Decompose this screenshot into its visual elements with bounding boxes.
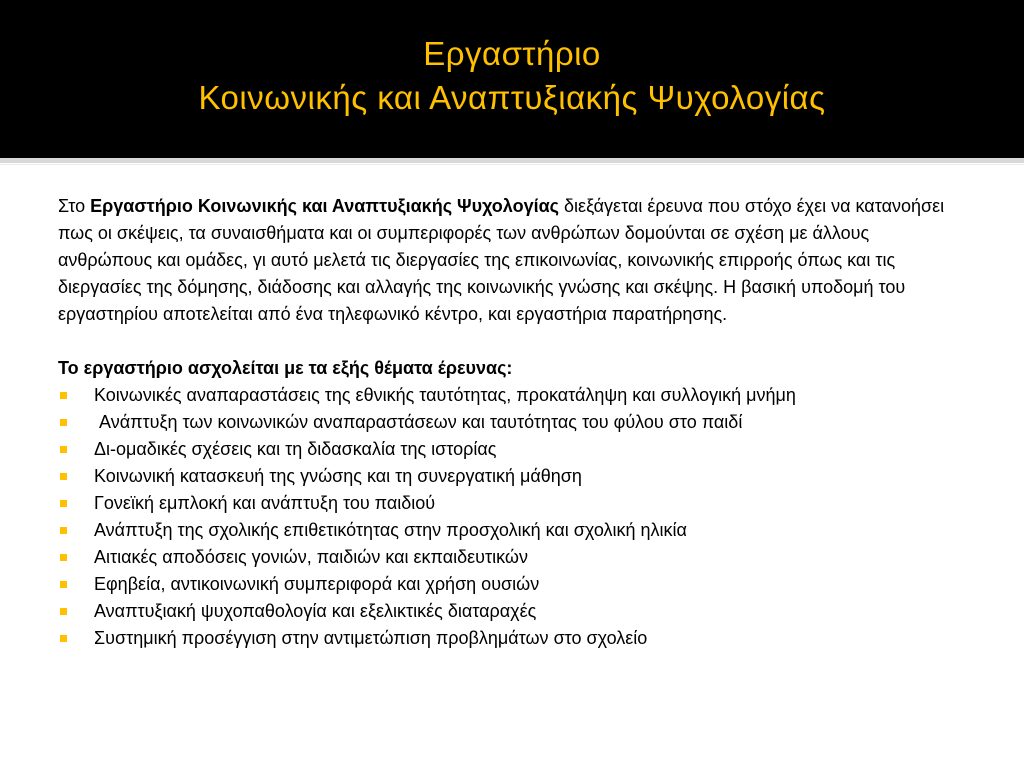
list-item [58, 625, 953, 652]
square-bullet-icon [60, 635, 67, 642]
list-item-text: Κοινωνικές αναπαραστάσεις της εθνικής ταυτότητας, προκατάληψη και συλλογική μνήμη [94, 385, 796, 405]
list-item-text: Ανάπτυξη της σχολικής επιθετικότητας στην προσχολική και σχολική ηλικία [94, 520, 687, 540]
slide-title-line-1: Εργαστήριο [423, 35, 601, 72]
square-bullet-icon [60, 446, 67, 453]
square-bullet-icon [60, 554, 67, 561]
slide-content [58, 193, 953, 652]
square-bullet-icon [60, 527, 67, 534]
square-bullet-icon [60, 392, 67, 399]
list-item-text: Γονεϊκή εμπλοκή και ανάπτυξη του παιδιού [94, 493, 436, 513]
list-item-text: Δι-ομαδικές σχέσεις και τη διδασκαλία της ιστορίας [94, 439, 497, 459]
list-item-text: Εφηβεία, αντικοινωνική συμπεριφορά και χρήση ουσιών [94, 574, 540, 594]
title-band [0, 0, 1024, 158]
intro-body: διεξάγεται έρευνα που στόχο έχει να κατανοήσει πως οι σκέψεις, τα συναισθήματα και οι συμπεριφορές των ανθρώπων δομούνται σε σχέση με άλλους ανθρώπους και ομάδες, γι αυτό μελετά τις διεργασίες της επικοινωνίας, κοινωνικής επιρροής όπως και τις διεργασίες της δόμησης, διάδοσης και αλλαγής της κοινωνικής γνώσης και σκέψης. Η βασική υποδομή του εργαστηρίου αποτελείται από ένα τηλεφωνικό κέντρο, και εργαστήρια παρατήρησης. [58, 196, 945, 324]
list-item [58, 490, 953, 517]
title-divider-thin [0, 164, 1024, 165]
square-bullet-icon [60, 500, 67, 507]
intro-lab-name: Εργαστήριο Κοινωνικής και Αναπτυξιακής Ψυχολογίας [90, 196, 560, 216]
list-item [58, 436, 953, 463]
square-bullet-icon [60, 608, 67, 615]
list-item-text: Αιτιακές αποδόσεις γονιών, παιδιών και εκπαιδευτικών [94, 547, 528, 567]
list-item [58, 544, 953, 571]
list-item-text: Κοινωνική κατασκευή της γνώσης και τη συνεργατική μάθηση [94, 466, 582, 486]
square-bullet-icon [60, 419, 67, 426]
topics-heading: Το εργαστήριο ασχολείται με τα εξής θέματα έρευνας: [58, 358, 513, 378]
list-item [58, 382, 953, 409]
list-item [58, 517, 953, 544]
list-item [58, 463, 953, 490]
list-item-text: Αναπτυξιακή ψυχοπαθολογία και εξελικτικές διαταραχές [94, 601, 537, 621]
square-bullet-icon [60, 581, 67, 588]
list-item-text: Συστημική προσέγγιση στην αντιμετώπιση προβλημάτων στο σχολείο [94, 628, 648, 648]
paragraph-spacer [58, 328, 953, 355]
list-item [58, 571, 953, 598]
intro-prefix: Στο [58, 196, 91, 216]
list-item-text: Ανάπτυξη των κοινωνικών αναπαραστάσεων και ταυτότητας του φύλου στο παιδί [94, 412, 743, 432]
slide-title [0, 32, 1024, 120]
list-item [58, 598, 953, 625]
topics-list [58, 382, 953, 652]
list-item [58, 409, 953, 436]
slide-title-line-2: Κοινωνικής και Αναπτυξιακής Ψυχολογίας [198, 79, 826, 116]
title-divider [0, 158, 1024, 163]
intro-paragraph [58, 193, 953, 328]
square-bullet-icon [60, 473, 67, 480]
